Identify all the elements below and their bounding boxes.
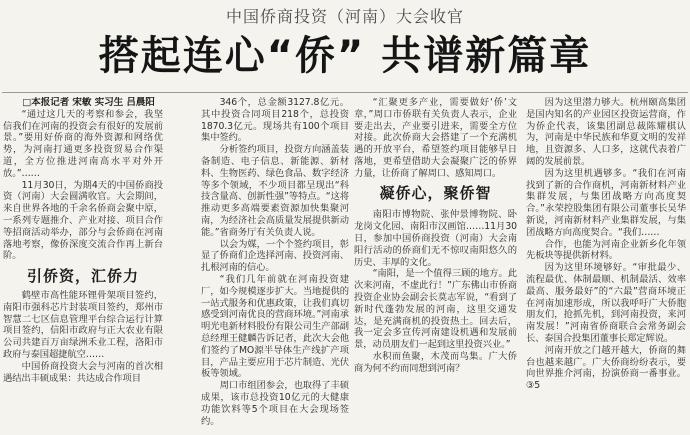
- paragraph: 因为这里机遇够多。“我们在河南找到了新的合作商机，河南新材料产业集群发展，与集团战略方向高度契合。”永荣控股集团有限公司董事长吴华新说，河南新材料产业集群发展，与集团战略方向高度契合。“我们……: [526, 167, 686, 238]
- paragraph: “我们几年前就在河南投资建厂，如今规模逐步扩大。当地提供的一站式服务和优惠政策，让我们真切感受到河南优良的营商环境。”河南承明光电新材料股份有限公司生产部副总经理王健麟告诉记者，此次大会他们签约了MO源半导体生产线扩产项目，产品主要应用于芯片制造、光伏板等领域。: [201, 273, 349, 380]
- section-subheading: 引侨资，汇侨力: [26, 267, 139, 286]
- byline: □本报记者 宋敏 实习生 吕晨阳: [22, 97, 155, 108]
- article-column-4: [526, 97, 686, 435]
- paragraph: 分析签约项目，投资方向涵盖装备制造、电子信息、新能源、新材料、生物医药、绿色食品、数字经济等多个领域，不少项目都呈现出“科技含量高、创新性强”等特点。“这将推动更多高端要素资源加快集聚河南，为经济社会高质量发展提供新动能。”省商务厅有关负责人说。: [201, 144, 349, 238]
- paragraph: 因为这里潜力够大。杭州颐高集团是国内知名的产业园区投资运营商，作为侨企代表，该集团副总裁陈耀棋认为，河南是中华民族和华夏文明的发祥地，且资源多、人口多，这就代表着广阔的发展前景。: [526, 97, 686, 167]
- paragraph: 合作，也能为河南企业新乡化年领先板块等提供新材料。: [526, 238, 686, 262]
- paragraph: 水积而鱼聚，木茂而鸟集。广大侨商为何不约而同想到河南？: [354, 350, 517, 374]
- paragraph: 鹤壁市高性能环锂骨架项目签约，南阳市强科芯片封装项目签约，郑州市智慧二七区信息管理平台综合运行计算项目签约，信阳市政府与正大农业有限公司共建百万亩绿洲禾业工程，洛阳市政府与泰国超捷航空……: [3, 289, 163, 360]
- page-headline: 搭起连心“侨” 共谱新篇章: [98, 33, 592, 79]
- kicker-subtitle: 中国侨商投资（河南）大会收官: [225, 7, 464, 26]
- paragraph: 11月30日，为期4天的中国侨商投资（河南）大会圆满收官。大会期间，来自世界各地的千余名侨商会聚中原，一系列专题推介、产业对接、项目合作等招商活动举办，部分与会侨商在河南落地考察，像侨深度交流合作再上新台阶。: [3, 179, 163, 262]
- section-subheading: 凝侨心，聚侨智: [379, 183, 492, 202]
- paragraph: 南阳市博物院、张仲景博物院、卧龙岗文化园、南阳市汉画馆……11月30日，参加中国侨商投资（河南）大会南阳行活动的侨商们无不惊叹南阳悠久的历史、丰厚的文化。: [354, 209, 517, 268]
- paragraph: 346个，总金额3127.8亿元。其中投资合同项目218个，总投资1870.3亿元。现场共有100个项目集中签约。: [201, 97, 349, 144]
- paragraph: “通过这几天的考察和参会，我坚信我们在河南的投资会有很好的发展前景。”要用好侨商的海外资源和网络优势，为河南打通更多投资贸易合作渠道，全方位推进河南高水平对外开放。”……: [3, 108, 163, 179]
- paragraph: 河南开放之门越开越大，侨商的舞台也越来越广。广大侨商纷纷表示，要向世界推介河南，扮演侨商一番事业。③5: [526, 344, 686, 392]
- paragraph: “汇聚更多产业，需要做好‘侨’文章，”周口市侨联有关负责人表示，企业要走出去，产业要引进来，需要全方位对接。此次侨商大会搭建了一个充满机遇的开放平台，希望签约项目能够早日落地，更希望借助大会凝聚广泛的侨界力量，让侨商了解周口、感知周口。: [354, 97, 517, 179]
- article-column-3: [354, 97, 517, 435]
- article-column-2: [201, 97, 349, 435]
- paragraph: “南阳，是一个值得三顾的地方。此次来河南，不虚此行！”广东佛山市侨商投资企业协会副会长莫志军说，“看到了新时代蓬勃发展的河南，这里交通发达，是充满商机的投资热土。回去后，我一定会多宣传河南建设机遇和发展前景，动员朋友们一起到这里投资兴业。”: [354, 268, 517, 351]
- paragraph: 周口市组团参会，也取得了丰硕成果，该市总投资10亿元的大健康功能饮料等5个项目在大会现场签约。: [201, 380, 349, 427]
- header-divider: [2, 92, 688, 93]
- paragraph: 以会为媒，一个个签约项目，彰显了侨商们企选择河南、投资河南、扎根河南的信心。: [201, 238, 349, 274]
- paragraph: 因为这里环境够好。“审批最少、流程最优、体制最顺、机制最活、效率最高、服务最好”的“六最”营商环境正在河南加速形成，所以我呼吁广大侨胞朋友们，抢抓先机，到河南投资，来河南发展！”河南省侨商联合会常务副会长、泰国合投集团董事长郑定辉说。: [526, 262, 686, 344]
- paragraph: 中国侨商投资大会与河南的首次相遇结出丰硕成果：共达成合作项目: [3, 360, 163, 384]
- article-column-1: [3, 97, 163, 435]
